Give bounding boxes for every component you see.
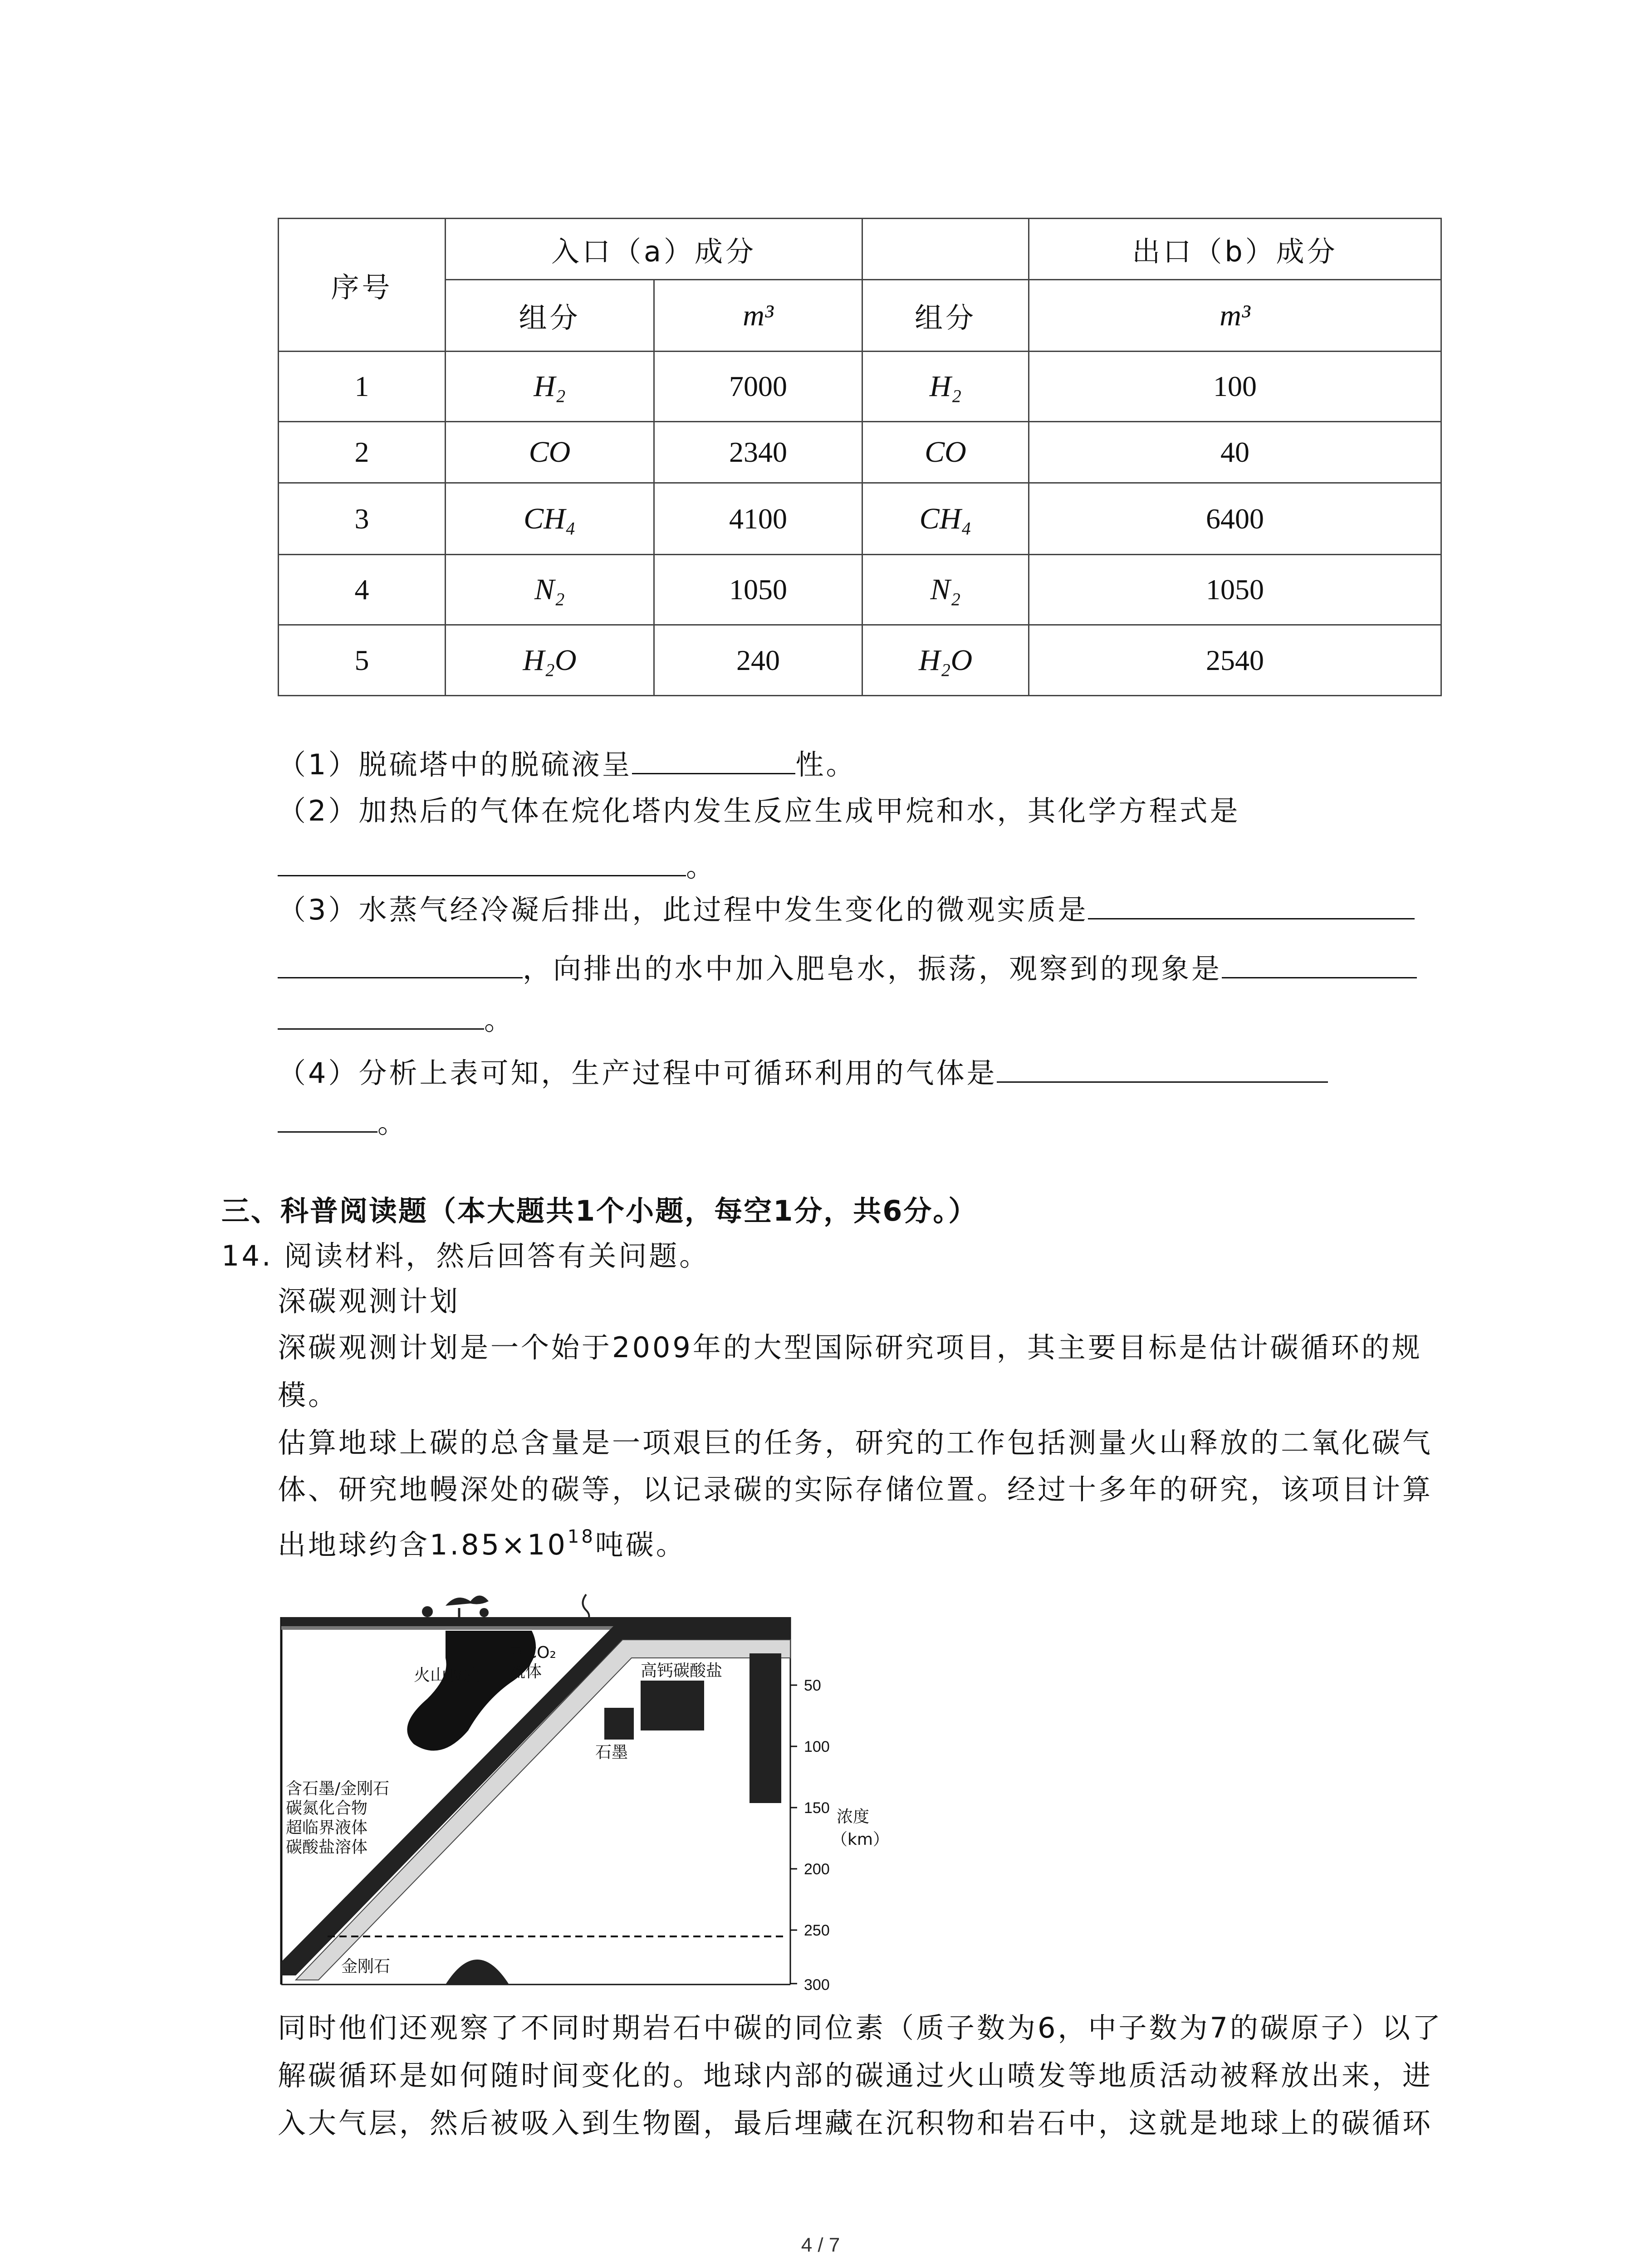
outlet-volume: 6400 <box>1029 483 1441 555</box>
row-number: 5 <box>279 625 446 696</box>
answer-blank-4a[interactable] <box>997 1078 1328 1083</box>
tree-icon <box>480 1608 489 1617</box>
outlet-gas: H₂O <box>862 625 1029 696</box>
table-row <box>279 422 1441 483</box>
question-4-line-2: 。 <box>278 1109 408 1137</box>
answer-blank-3d[interactable] <box>278 1025 484 1030</box>
inlet-gas: N₂ <box>446 555 654 625</box>
depth-ticks <box>790 1685 797 1984</box>
inlet-gas: H₂ <box>446 352 654 422</box>
paragraph-line: 体、研究地幔深处的碳等，以记录碳的实际存储位置。经过十多年的研究，该项目计算 <box>278 1473 1433 1506</box>
question-3-line-2: ，向排出的水中加入肥皂水，振荡，观察到的现象是 <box>278 955 1417 983</box>
outlet-volume: 40 <box>1029 422 1441 483</box>
subheader-inlet-volume: m³ <box>654 280 862 352</box>
depth-tick-label: 200 <box>804 1861 830 1878</box>
label-left-3: 超临界液体 <box>286 1818 368 1837</box>
table-row <box>279 555 1441 625</box>
surface-layer <box>281 1617 790 1626</box>
depth-tick-label: 150 <box>804 1799 830 1817</box>
outlet-gas: CH₄ <box>862 483 1029 555</box>
article-title: 深碳观测计划 <box>278 1285 460 1318</box>
paragraph-line: 入大气层，然后被吸入到生物圈，最后埋藏在沉积物和岩石中，这就是地球上的碳循环 <box>278 2107 1433 2140</box>
inlet-volume: 240 <box>654 625 862 696</box>
answer-blank-2[interactable] <box>278 871 686 876</box>
label-unit: （km） <box>831 1830 889 1849</box>
subheader-outlet-component: 组分 <box>862 280 1029 352</box>
answer-blank-3b[interactable] <box>278 973 523 978</box>
subheader-outlet-volume: m³ <box>1029 280 1441 352</box>
outlet-gas: N₂ <box>862 555 1029 625</box>
inlet-gas: H₂O <box>446 625 654 696</box>
inlet-gas: CO <box>446 422 654 483</box>
paragraph-line: 同时他们还观察了不同时期岩石中碳的同位素（质子数为6，中子数为7的碳原子）以了 <box>278 2011 1443 2044</box>
paragraph-line: 出地球约含$1.85\times 10^{18}$吨碳。 <box>278 1526 686 1561</box>
tree-icon <box>422 1606 433 1617</box>
table-row <box>279 483 1441 555</box>
inlet-volume: 1050 <box>654 555 862 625</box>
label-graphite: 石墨 <box>595 1743 628 1762</box>
header-xuhao: 序号 <box>279 219 446 352</box>
inlet-volume: 4100 <box>654 483 862 555</box>
row-number: 4 <box>279 555 446 625</box>
diamond-mound <box>446 1960 509 1984</box>
answer-blank-1[interactable] <box>632 769 795 774</box>
outlet-gas: CO <box>862 422 1029 483</box>
label-volcano: 火山喷发 <box>414 1666 480 1685</box>
answer-blank-3a[interactable] <box>1088 914 1415 919</box>
header-inlet: 入口（a）成分 <box>446 219 862 280</box>
label-depth: 浓度 <box>837 1808 870 1826</box>
label-calcium-carbonate: 高钙碳酸盐 <box>641 1662 723 1680</box>
question-4: （4）分析上表可知，生产过程中可循环利用的气体是 <box>278 1059 1328 1087</box>
outlet-gas: H₂ <box>862 352 1029 422</box>
depth-tick-label: 250 <box>804 1922 830 1939</box>
paragraph-line: 估算地球上碳的总含量是一项艰巨的任务，研究的工作包括测量火山释放的二氧化碳气 <box>278 1426 1433 1459</box>
inlet-volume: 2340 <box>654 422 862 483</box>
outlet-volume: 2540 <box>1029 625 1441 696</box>
inlet-volume: 7000 <box>654 352 862 422</box>
question-3: （3）水蒸气经冷凝后排出，此过程中发生变化的微观实质是 <box>278 896 1415 924</box>
question-3-line-3: 。 <box>278 1006 514 1034</box>
label-left-4: 碳酸盐溶体 <box>286 1838 368 1857</box>
answer-blank-3c[interactable] <box>1222 973 1417 978</box>
label-diamond: 金刚石 <box>341 1957 391 1976</box>
depth-tick-label: 300 <box>804 1976 830 1994</box>
section-heading: 三、科普阅读题（本大题共1个小题，每空1分，共6分。） <box>221 1194 978 1227</box>
label-left-1: 含石墨/金刚石 <box>286 1779 390 1798</box>
row-number: 1 <box>279 352 446 422</box>
outlet-volume: 1050 <box>1029 555 1441 625</box>
composition-table <box>278 218 1442 696</box>
page-number: 4 / 7 <box>801 2234 840 2256</box>
question-2: （2）加热后的气体在烷化塔内发生反应生成甲烷和水，其化学方程式是 <box>278 794 1240 827</box>
slab-lower-layer <box>296 1640 790 1980</box>
label-co2-fluid: 流体 <box>509 1662 542 1681</box>
volcano-plume-icon <box>446 1596 489 1606</box>
paragraph-line: 模。 <box>278 1378 339 1412</box>
row-number: 3 <box>279 483 446 555</box>
label-co2-rich: 富CO₂ <box>509 1643 556 1662</box>
row-number: 2 <box>279 422 446 483</box>
question-2-answer-line: 。 <box>278 853 716 881</box>
label-left-2: 碳氮化合物 <box>286 1799 368 1818</box>
table-row <box>279 352 1441 422</box>
header-outlet: 出口（b）成分 <box>1029 219 1441 280</box>
answer-blank-4b[interactable] <box>278 1128 377 1133</box>
deep-carbon-figure <box>278 1590 895 1996</box>
paragraph-line: 解碳循环是如何随时间变化的。地球内部的碳通过火山喷发等地质活动被释放出来，进 <box>278 2059 1433 2092</box>
inlet-gas: CH₄ <box>446 483 654 555</box>
question-1: （1）脱硫塔中的脱硫液呈 性。 <box>278 748 857 781</box>
header-empty <box>862 219 1029 280</box>
depth-tick-label: 50 <box>804 1677 821 1694</box>
outlet-volume: 100 <box>1029 352 1441 422</box>
concentration-bar <box>749 1653 781 1803</box>
calcium-carbonate-block <box>641 1681 704 1730</box>
paragraph-line: 深碳观测计划是一个始于2009年的大型国际研究项目，其主要目标是估计碳循环的规 <box>278 1331 1422 1364</box>
subheader-inlet-component: 组分 <box>446 280 654 352</box>
table-row <box>279 625 1441 696</box>
exponent: 18 <box>567 1526 595 1547</box>
question-14-intro: 14. 阅读材料，然后回答有关问题。 <box>221 1239 710 1272</box>
graphite-block <box>604 1708 634 1740</box>
depth-tick-label: 100 <box>804 1738 830 1755</box>
